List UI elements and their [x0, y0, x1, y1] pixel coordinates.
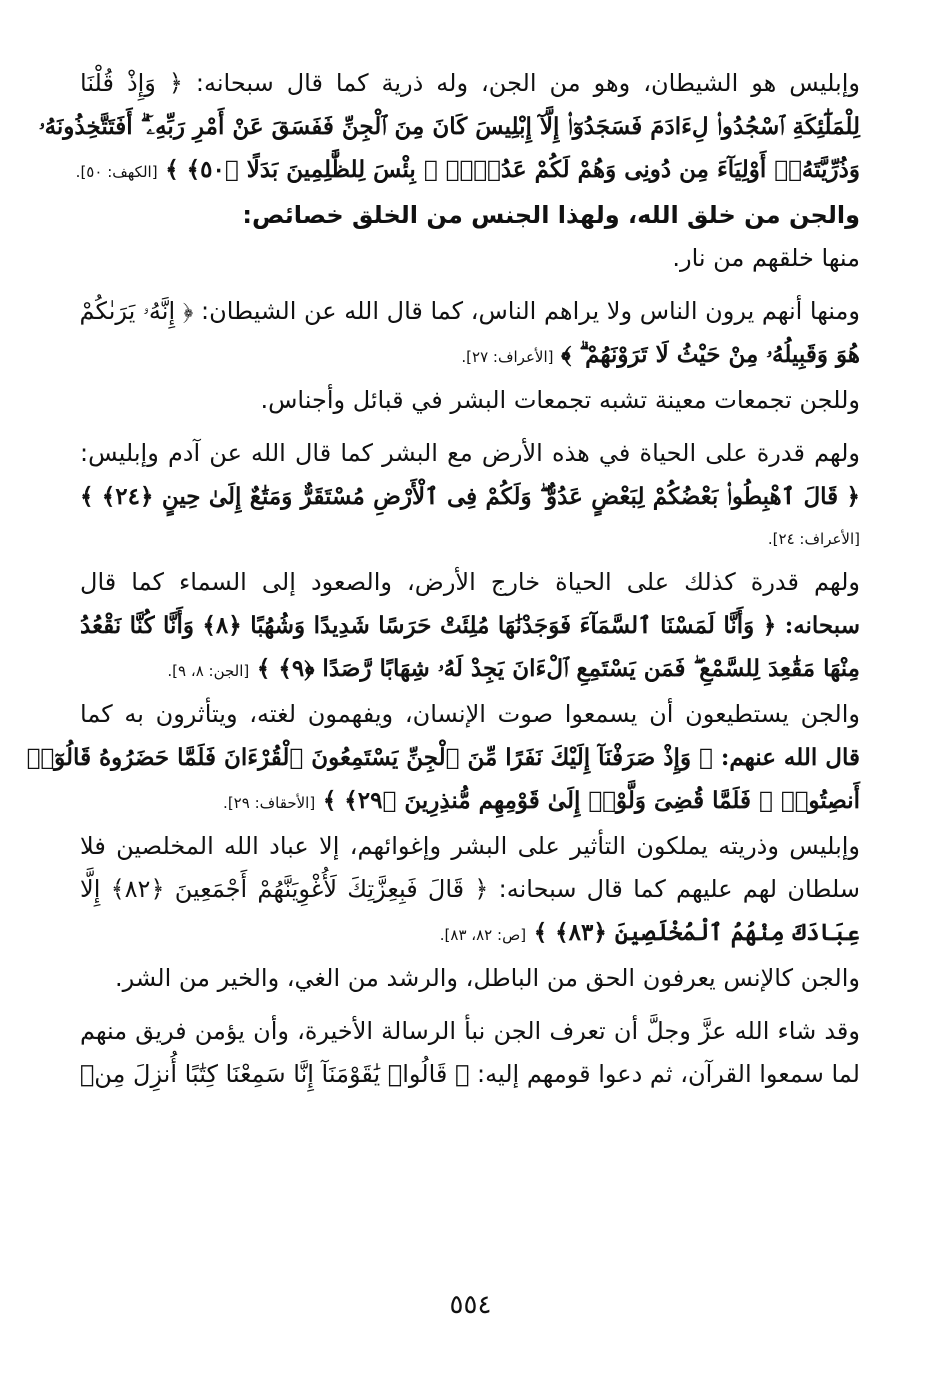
section-heading: والجن من خلق الله، ولهذا الجنس من الخلق خصائص: [242, 201, 860, 229]
text-line: والجن كالإنس يعرفون الحق من الباطل، والرشد من الغي، والخير من الشر. [114, 964, 860, 992]
verse-reference: [الأحقاف: ٢٩]. [223, 794, 316, 812]
text-line: ولهم قدرة كذلك على الحياة خارج الأرض، والصعود إلى السماء كما قال [80, 568, 860, 596]
verse-reference: [ص: ٨٢، ٨٣]. [439, 926, 527, 944]
quran-line: قال الله عنهم: ﴿ وَإِذْ صَرَفْنَآ إِلَيْكَ نَفَرًا مِّنَ ٱلْجِنِّ يَسْتَمِعُونَ ٱلْقُرْءَانَ فَلَمَّا حَضَرُوهُ قَالُوٓا۟ [26, 744, 860, 771]
quran-verse: وَذُرِّيَّتَهُۥٓ أَوْلِيَآءَ مِن دُونِى وَهُمْ لَكُمْ عَدُوٌّۢ ۚ بِئْسَ لِلظَّٰلِمِينَ بَدَلًا ﴿٥٠﴾ ﴾ [165, 156, 860, 183]
text-line: وإبليس وذريته يملكون التأثير على البشر وإغوائهم، إلا عباد الله المخلصين فلا [80, 832, 860, 860]
verse-reference: [الكهف: ٥٠]. [75, 163, 158, 181]
text-line: لما سمعوا القرآن، ثم دعوا قومهم إليه: ﴿ قَالُوا۟ يَٰقَوْمَنَآ إِنَّا سَمِعْنَا كِتَٰبًا أُنزِلَ مِنۢ [79, 1060, 860, 1088]
page-number: ٥٥٤ [449, 1290, 492, 1320]
quran-verse: مِنْهَا مَقَٰعِدَ لِلسَّمْعِ ۖ فَمَن يَسْتَمِعِ ٱلْءَانَ يَجِدْ لَهُۥ شِهَابًا رَّصَدًا ﴿٩﴾ ﴾ [256, 655, 860, 682]
quran-verse: عِبَادَكَ مِنْهُمُ ٱلْمُخْلَصِينَ ﴿٨٣﴾ ﴾ [533, 919, 860, 946]
text-line: والجن يستطيعون أن يسمعوا صوت الإنسان، ويفهمون لغته، ويتأثرون به كما [80, 700, 860, 728]
text-line [80, 333, 860, 379]
text-line [80, 779, 860, 825]
text-line: منها خلقهم من نار. [672, 244, 860, 272]
quran-line: سبحانه: ﴿ وَأَنَّا لَمَسْنَا ٱلسَّمَآءَ فَوَجَدْنَٰهَا مُلِئَتْ حَرَسًا شَدِيدًا وَشُهُبًا ﴿٨﴾ وَأَنَّا كُنَّا نَقْعُدُ [80, 612, 860, 639]
text-line: ولهم قدرة على الحياة في هذه الأرض مع البشر كما قال الله عن آدم وإبليس: [80, 439, 860, 467]
text-line: وللجن تجمعات معينة تشبه تجمعات البشر في قبائل وأجناس. [260, 386, 860, 414]
text-line: ومنها أنهم يرون الناس ولا يراهم الناس، كما قال الله عن الشيطان: ﴿ إِنَّهُۥ يَرَىٰكُمْ [79, 297, 860, 325]
quran-line: لِلْمَلَٰٓئِكَةِ ٱسْجُدُوا۟ لِءَادَمَ فَسَجَدُوٓا۟ إِلَّآ إِبْلِيسَ كَانَ مِنَ ٱلْجِنِّ فَفَسَقَ عَنْ أَمْرِ رَبِّهِۦٓ ۗ أَفَتَتَّخِذُونَهُۥ [38, 113, 860, 140]
quran-verse: هُوَ وَقَبِيلُهُۥ مِنْ حَيْثُ لَا تَرَوْنَهُمْ ۗ ﴾ [561, 341, 860, 368]
page-body [26, 62, 861, 1096]
verse-reference: [الأعراف: ٢٤]. [767, 530, 860, 548]
verse-reference: [الأعراف: ٢٧]. [461, 348, 554, 366]
text-line: وقد شاء الله عزَّ وجلَّ أن تعرف الجن نبأ الرسالة الأخيرة، وأن يؤمن فريق منهم [80, 1017, 860, 1045]
text-line [80, 647, 860, 693]
verse-reference: [الجن: ٨، ٩]. [167, 662, 250, 680]
text-line: سلطان لهم عليهم كما قال سبحانه: ﴿ قَالَ فَبِعِزَّتِكَ لَأُغْوِيَنَّهُمْ أَجْمَعِينَ ﴿٨٢﴾ إِلَّا [80, 875, 861, 903]
text-line [80, 911, 860, 957]
quran-line: ﴿ قَالَ ٱهْبِطُوا۟ بَعْضُكُمْ لِبَعْضٍ عَدُوٌّ ۖ وَلَكُمْ فِى ٱلْأَرْضِ مُسْتَقَرٌّ وَمَتَٰعٌ إِلَىٰ حِينٍ ﴿٢٤﴾ ﴾ [80, 483, 860, 510]
text-line [75, 148, 860, 194]
text-line: وإبليس هو الشيطان، وهو من الجن، وله ذرية كما قال سبحانه: ﴿ وَإِذْ قُلْنَا [80, 69, 860, 97]
quran-verse: أَنصِتُوا۟ ۖ فَلَمَّا قُضِىَ وَلَّوْا۟ إِلَىٰ قَوْمِهِم مُّنذِرِينَ ﴿٢٩﴾ ﴾ [322, 787, 860, 814]
